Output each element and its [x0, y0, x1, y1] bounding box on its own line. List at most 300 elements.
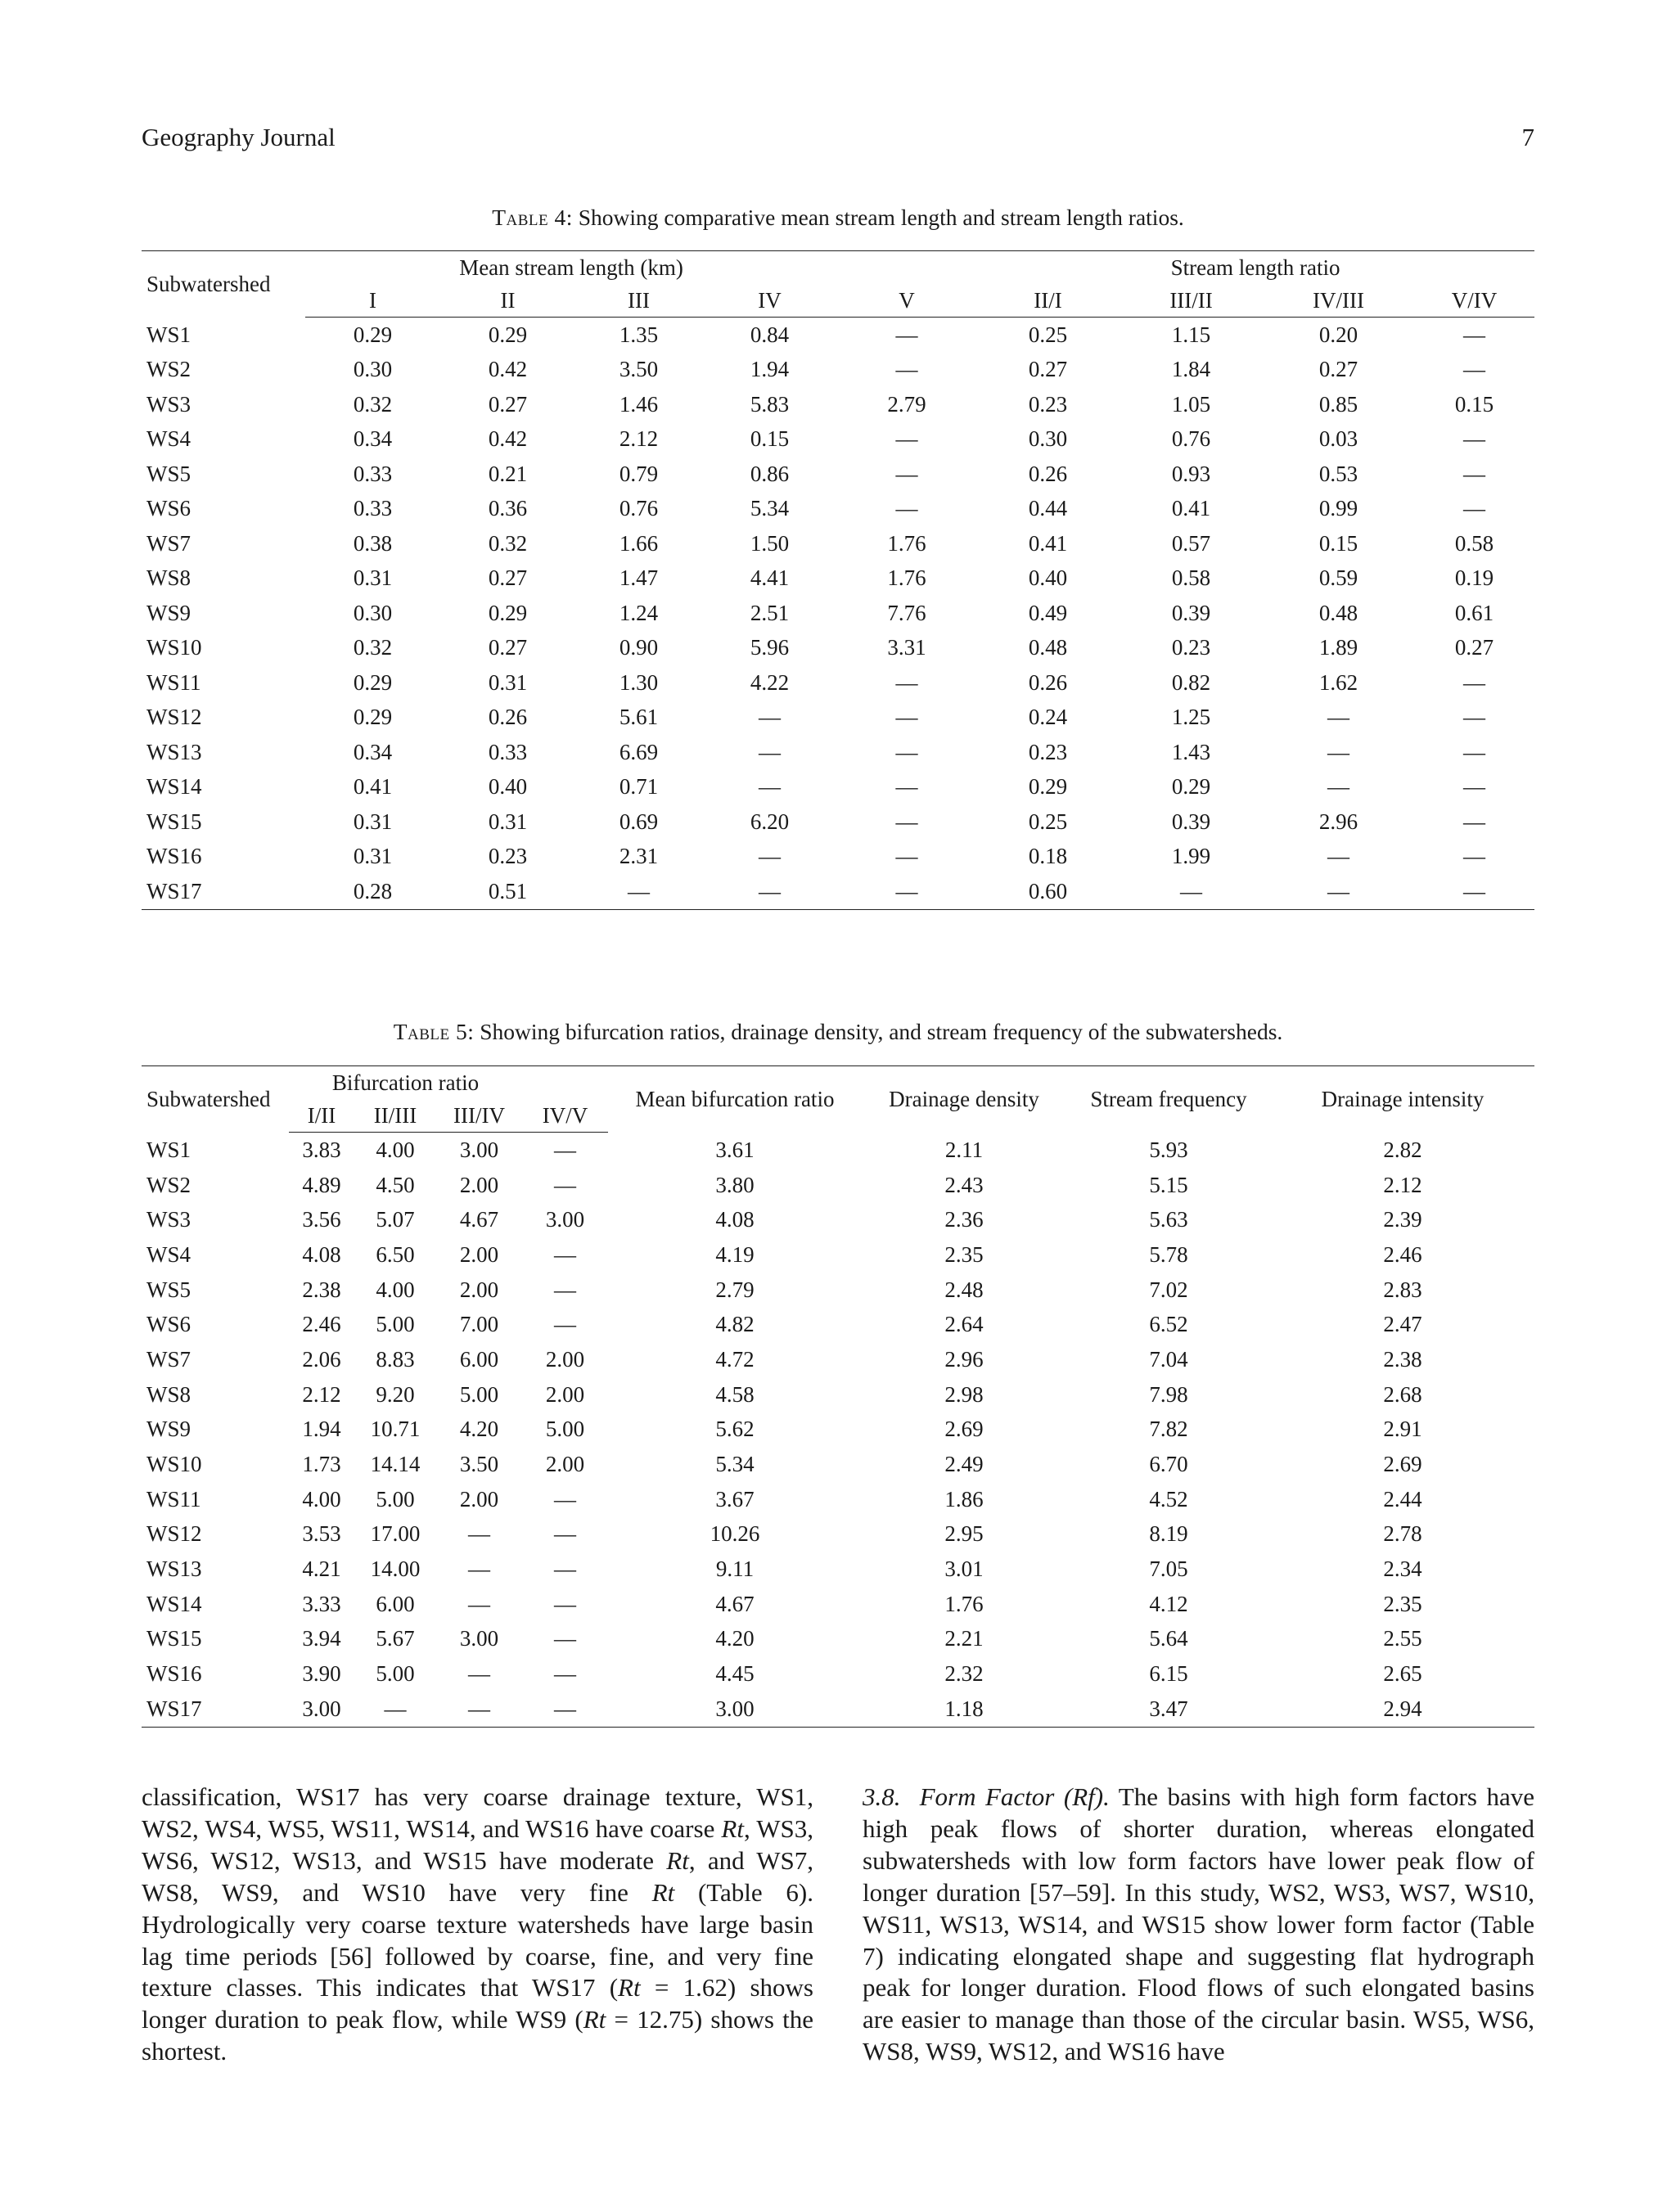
table-cell: —	[468, 1696, 490, 1721]
table-cell: —	[468, 1521, 490, 1547]
table-cell: 2.79	[887, 391, 926, 417]
table-cell: —	[895, 705, 918, 730]
table-cell: —	[1463, 705, 1486, 730]
table-cell: 0.25	[1028, 809, 1068, 834]
table5-label: Table 5:	[393, 1019, 475, 1044]
table-cell: 5.34	[750, 496, 790, 521]
table-cell: 2.65	[1383, 1661, 1422, 1687]
table-cell: 5.96	[750, 635, 790, 660]
table-cell: 3.00	[459, 1626, 499, 1651]
table-cell: 0.23	[488, 844, 528, 869]
table-cell: 2.00	[459, 1277, 499, 1302]
table-row	[142, 1412, 1534, 1448]
table-cell: 5.00	[376, 1486, 415, 1511]
table-cell: 0.27	[488, 391, 528, 417]
table-cell: 2.48	[944, 1277, 984, 1302]
table-cell: 0.99	[1318, 496, 1358, 521]
table-cell: —	[895, 322, 918, 347]
table-cell: 3.50	[619, 357, 659, 382]
table-cell: 2.96	[944, 1346, 984, 1372]
table-cell: 3.01	[944, 1557, 984, 1582]
table-cell: 4.50	[376, 1172, 415, 1197]
table-cell: 0.18	[1028, 844, 1068, 869]
symbol-rt: Rt	[651, 1877, 675, 1907]
table4-subheader: III/II	[1120, 284, 1263, 318]
table-cell: 9.11	[715, 1557, 755, 1582]
table-cell: 0.51	[488, 878, 528, 903]
table-cell: 0.27	[1454, 635, 1494, 660]
table-cell: 0.15	[750, 426, 790, 452]
table-cell: 1.50	[750, 530, 790, 556]
table-cell: 1.18	[944, 1696, 984, 1721]
table5-subheader: IV/V	[522, 1099, 608, 1133]
table-cell: 4.67	[715, 1591, 755, 1616]
table-cell: 0.39	[1171, 809, 1211, 834]
table-row	[142, 1447, 1534, 1482]
table-cell: 0.27	[1028, 357, 1068, 382]
table-cell: 0.27	[488, 635, 528, 660]
table-row	[142, 1587, 1534, 1622]
row-label: WS11	[146, 1486, 201, 1511]
table-cell: 0.21	[488, 461, 528, 486]
table-cell: 5.83	[750, 391, 790, 417]
table-row	[142, 387, 1534, 422]
table-cell: 2.95	[944, 1521, 984, 1547]
table-cell: 5.93	[1149, 1137, 1188, 1162]
table-cell: 0.19	[1454, 565, 1494, 591]
table-row	[142, 770, 1534, 805]
table-cell: 0.42	[488, 426, 528, 452]
table-cell: 4.82	[715, 1312, 755, 1337]
table-cell: 2.38	[302, 1277, 341, 1302]
table-cell: 0.58	[1454, 530, 1494, 556]
table-cell: 0.84	[750, 322, 790, 347]
paragraph-texture-classification	[142, 1782, 813, 2068]
table-cell: 0.40	[488, 774, 528, 800]
table5-header-subwatershed: Subwatershed	[146, 1086, 271, 1111]
table-cell: 0.26	[1028, 461, 1068, 486]
text-run: (Table 6). Hydrologically very coarse texture watersheds have large basin lag time periods [56] followed by coarse, fine, and very fine texture classes. This indicates that WS17 (	[142, 1877, 813, 2003]
table4-caption	[142, 203, 1534, 232]
table-cell: —	[1463, 739, 1486, 764]
table-cell: 10.26	[710, 1521, 760, 1547]
table-cell: —	[554, 1486, 576, 1511]
paragraph-form-factor	[863, 1782, 1534, 2068]
table4-subheader: III	[575, 284, 702, 318]
table-cell: 1.43	[1171, 739, 1211, 764]
table-cell: —	[895, 426, 918, 452]
table-cell: 4.22	[750, 669, 790, 695]
table-cell: 0.32	[353, 391, 393, 417]
table-cell: 0.41	[1028, 530, 1068, 556]
table-cell: 0.42	[488, 357, 528, 382]
table5-group-bifurcation: Bifurcation ratio	[331, 1070, 480, 1095]
table-cell: 0.69	[619, 809, 659, 834]
table-cell: 6.00	[376, 1591, 415, 1616]
table-cell: 4.89	[302, 1172, 341, 1197]
table-cell: 3.94	[302, 1626, 341, 1651]
table-cell: 2.68	[1383, 1381, 1422, 1407]
table-cell: 0.59	[1318, 565, 1358, 591]
table-cell: 0.33	[353, 461, 393, 486]
table-cell: 2.78	[1383, 1521, 1422, 1547]
table-row	[142, 492, 1534, 527]
table-cell: 3.00	[545, 1207, 585, 1232]
table-cell: 6.15	[1149, 1661, 1188, 1687]
table-cell: 2.44	[1383, 1486, 1422, 1511]
table4-subheader: II	[440, 284, 575, 318]
table-cell: 5.62	[715, 1417, 755, 1442]
table-cell: —	[554, 1591, 576, 1616]
table-cell: 0.41	[353, 774, 393, 800]
table5-subheader: III/IV	[436, 1099, 522, 1133]
table-cell: 1.86	[944, 1486, 984, 1511]
table5-header-drainage-intensity: Drainage intensity	[1321, 1086, 1485, 1111]
table-cell: —	[895, 496, 918, 521]
text-run: = 12.75) shows the shortest.	[142, 2005, 813, 2066]
table-cell: 0.71	[619, 774, 659, 800]
table-cell: 3.80	[715, 1172, 755, 1197]
table-cell: 17.00	[370, 1521, 421, 1547]
table-cell: 1.73	[302, 1452, 341, 1477]
table-row	[142, 840, 1534, 875]
table-cell: 0.33	[488, 739, 528, 764]
table-cell: —	[1463, 809, 1486, 834]
row-label: WS17	[146, 878, 202, 903]
table-cell: —	[1327, 878, 1350, 903]
section-title: Form Factor (Rf).	[919, 1782, 1110, 1811]
table-cell: 1.25	[1171, 705, 1211, 730]
table-cell: 1.05	[1171, 391, 1211, 417]
table-cell: 0.28	[353, 878, 393, 903]
table5-subheader: II/III	[354, 1099, 436, 1133]
table-cell: 0.31	[353, 565, 393, 591]
table4-subheader: IV/III	[1263, 284, 1414, 318]
table-cell: —	[1463, 426, 1486, 452]
table-cell: 0.31	[488, 809, 528, 834]
table-cell: 2.43	[944, 1172, 984, 1197]
table-cell: 6.69	[619, 739, 659, 764]
table-cell: —	[895, 844, 918, 869]
table-row	[142, 526, 1534, 561]
table-cell: 7.00	[459, 1312, 499, 1337]
table-cell: 3.00	[302, 1696, 341, 1721]
table-row	[142, 1692, 1534, 1727]
table-cell: 2.36	[944, 1207, 984, 1232]
table-cell: 2.38	[1383, 1346, 1422, 1372]
table-row	[142, 1377, 1534, 1412]
body-text-left-column	[142, 1782, 813, 2068]
table-cell: 7.02	[1149, 1277, 1188, 1302]
table-cell: 3.67	[715, 1486, 755, 1511]
row-label: WS8	[146, 1381, 191, 1407]
table-cell: 0.29	[353, 322, 393, 347]
table-cell: 0.30	[353, 357, 393, 382]
table-cell: 6.52	[1149, 1312, 1188, 1337]
table5	[142, 1065, 1534, 1728]
table-cell: 2.64	[944, 1312, 984, 1337]
table-cell: 4.72	[715, 1346, 755, 1372]
row-label: WS6	[146, 1312, 191, 1337]
table-cell: —	[1463, 774, 1486, 800]
table-cell: 3.00	[715, 1696, 755, 1721]
table-cell: —	[759, 844, 782, 869]
table-cell: 0.29	[488, 322, 528, 347]
row-label: WS6	[146, 496, 191, 521]
table-cell: 7.82	[1149, 1417, 1188, 1442]
table-cell: 0.29	[1171, 774, 1211, 800]
table-cell: 0.31	[353, 844, 393, 869]
text-run: , and WS7, WS8, WS9, and WS10 have very fine	[142, 1845, 813, 1907]
table-cell: 5.07	[376, 1207, 415, 1232]
table-cell: 2.55	[1383, 1626, 1422, 1651]
table-cell: 0.90	[619, 635, 659, 660]
table5-header-drainage-density: Drainage density	[889, 1086, 1039, 1111]
table-row	[142, 561, 1534, 597]
table-cell: 2.32	[944, 1661, 984, 1687]
table-cell: 3.33	[302, 1591, 341, 1616]
table-cell: 0.26	[488, 705, 528, 730]
table-cell: 0.48	[1028, 635, 1068, 660]
table-cell: 4.58	[715, 1381, 755, 1407]
table-cell: 6.50	[376, 1241, 415, 1267]
table-cell: —	[759, 705, 782, 730]
table-cell: 0.29	[488, 600, 528, 625]
table-row	[142, 1656, 1534, 1692]
table-cell: 2.49	[944, 1452, 984, 1477]
table-cell: —	[1463, 844, 1486, 869]
row-label: WS16	[146, 1661, 202, 1687]
table-cell: 2.83	[1383, 1277, 1422, 1302]
table-cell: 0.31	[488, 669, 528, 695]
table-cell: 4.08	[302, 1241, 341, 1267]
table4-label: Table 4:	[492, 205, 573, 230]
table-cell: 0.29	[353, 705, 393, 730]
table-cell: 0.20	[1318, 322, 1358, 347]
table-cell: 2.69	[1383, 1452, 1422, 1477]
table-row	[142, 457, 1534, 492]
row-label: WS8	[146, 565, 191, 591]
table4-subheader: V	[837, 284, 976, 318]
table-cell: 0.27	[1318, 357, 1358, 382]
table-cell: —	[554, 1241, 576, 1267]
table-cell: 1.76	[944, 1591, 984, 1616]
table-cell: —	[554, 1557, 576, 1582]
table-cell: 2.12	[1383, 1172, 1422, 1197]
table-row	[142, 1273, 1534, 1308]
table-cell: —	[895, 774, 918, 800]
table-cell: 0.24	[1028, 705, 1068, 730]
table-cell: 0.58	[1171, 565, 1211, 591]
table4-subheader: IV	[702, 284, 837, 318]
table-cell: 2.34	[1383, 1557, 1422, 1582]
table-cell: 6.70	[1149, 1452, 1188, 1477]
table-row	[142, 1133, 1534, 1168]
table-cell: 1.99	[1171, 844, 1211, 869]
table-cell: 2.00	[545, 1381, 585, 1407]
row-label: WS17	[146, 1696, 202, 1721]
table-cell: 0.48	[1318, 600, 1358, 625]
row-label: WS7	[146, 1346, 191, 1372]
table-cell: —	[554, 1696, 576, 1721]
table-cell: 0.31	[353, 809, 393, 834]
table-cell: 2.46	[302, 1312, 341, 1337]
table-cell: 0.85	[1318, 391, 1358, 417]
row-label: WS4	[146, 426, 191, 452]
table-cell: 1.89	[1318, 635, 1358, 660]
row-label: WS3	[146, 1207, 191, 1232]
table-cell: —	[759, 878, 782, 903]
table-cell: 5.00	[376, 1312, 415, 1337]
row-label: WS12	[146, 705, 202, 730]
table-cell: 2.12	[302, 1381, 341, 1407]
table4-subheader: I	[305, 284, 440, 318]
table-cell: 1.66	[619, 530, 659, 556]
table-cell: 0.30	[353, 600, 393, 625]
table-cell: 4.21	[302, 1557, 341, 1582]
table-cell: —	[1463, 461, 1486, 486]
table4-caption-text: Showing comparative mean stream length and stream length ratios.	[578, 205, 1184, 230]
table-cell: 1.94	[750, 357, 790, 382]
table-cell: 0.39	[1171, 600, 1211, 625]
table5-subheader: I/II	[289, 1099, 354, 1133]
table-cell: 2.06	[302, 1346, 341, 1372]
row-label: WS12	[146, 1521, 202, 1547]
table-cell: 0.29	[353, 669, 393, 695]
symbol-rt: Rt	[721, 1813, 744, 1843]
table-cell: 1.62	[1318, 669, 1358, 695]
row-label: WS13	[146, 739, 202, 764]
table-row	[142, 596, 1534, 631]
symbol-rt: Rt	[666, 1845, 689, 1875]
table-cell: 2.00	[545, 1346, 585, 1372]
table-cell: 14.14	[370, 1452, 421, 1477]
table-cell: 2.94	[1383, 1696, 1422, 1721]
text-run: = 1.62) shows longer duration to peak flow, while WS9 (	[142, 1973, 813, 2034]
table-row	[142, 874, 1534, 909]
table-cell: 4.20	[715, 1626, 755, 1651]
table-cell: 2.47	[1383, 1312, 1422, 1337]
table-cell: 5.78	[1149, 1241, 1188, 1267]
table-cell: —	[1327, 774, 1350, 800]
table-cell: —	[468, 1591, 490, 1616]
row-label: WS11	[146, 669, 201, 695]
table4-group-length-ratio: Stream length ratio	[1170, 255, 1340, 280]
table-cell: 5.61	[619, 705, 659, 730]
table-row	[142, 1482, 1534, 1517]
row-label: WS10	[146, 1452, 202, 1477]
table-cell: 2.91	[1383, 1417, 1422, 1442]
row-label: WS14	[146, 1591, 202, 1616]
table-cell: 0.03	[1318, 426, 1358, 452]
table-cell: —	[1327, 705, 1350, 730]
body-text-right-column	[863, 1782, 1534, 2068]
table-cell: 5.67	[376, 1626, 415, 1651]
table-cell: —	[468, 1557, 490, 1582]
table-cell: 7.05	[1149, 1557, 1188, 1582]
table-cell: 1.35	[619, 322, 659, 347]
table-cell: 2.46	[1383, 1241, 1422, 1267]
table-row	[142, 318, 1534, 353]
table-cell: 0.23	[1171, 635, 1211, 660]
table-cell: 3.53	[302, 1521, 341, 1547]
table-cell: —	[1463, 669, 1486, 695]
table-cell: 0.57	[1171, 530, 1211, 556]
table-cell: 2.39	[1383, 1207, 1422, 1232]
row-label: WS15	[146, 809, 202, 834]
table-cell: —	[1180, 878, 1203, 903]
table-cell: —	[895, 669, 918, 695]
table-cell: 3.83	[302, 1137, 341, 1162]
text-run: classification, WS17 has very coarse drainage texture, WS1, WS2, WS4, WS5, WS11, WS14, and WS16 have coarse	[142, 1782, 813, 1843]
table-cell: 1.84	[1171, 357, 1211, 382]
table-cell: —	[895, 878, 918, 903]
table-row	[142, 701, 1534, 736]
table-cell: —	[1463, 357, 1486, 382]
row-label: WS1	[146, 1137, 191, 1162]
table-row	[142, 1552, 1534, 1587]
table-cell: 3.90	[302, 1661, 341, 1687]
table4	[142, 250, 1534, 910]
table4-subheader: V/IV	[1414, 284, 1534, 318]
table-cell: 2.11	[944, 1137, 984, 1162]
table-cell: 2.00	[459, 1241, 499, 1267]
table-cell: —	[759, 774, 782, 800]
table-cell: 2.35	[1383, 1591, 1422, 1616]
section-text: The basins with high form factors have high peak flows of shorter duration, whereas elongated subwatersheds with low form factors have lower peak flow of longer duration [57–59]. In this study, WS2, WS3, WS7, WS10, WS11, WS13, WS14, and WS15 show lower form factor (Table 7) indicating elongated shape and suggesting flat hydrograph peak for longer duration. Flood flows of such elongated basins are easier to manage than those of the circular basin. WS5, WS6, WS8, WS9, WS12, and WS16 have	[863, 1782, 1534, 2066]
table-row	[142, 1517, 1534, 1552]
table-cell: 5.15	[1149, 1172, 1188, 1197]
table-cell: 1.15	[1171, 322, 1211, 347]
table-cell: —	[1463, 496, 1486, 521]
table-cell: 0.41	[1171, 496, 1211, 521]
table-cell: 3.56	[302, 1207, 341, 1232]
table-cell: —	[895, 809, 918, 834]
table4-group-mean-length: Mean stream length (km)	[459, 255, 683, 280]
row-label: WS2	[146, 1172, 191, 1197]
table-cell: —	[468, 1661, 490, 1687]
row-label: WS5	[146, 1277, 191, 1302]
row-label: WS16	[146, 844, 202, 869]
table-cell: 0.38	[353, 530, 393, 556]
table-row	[142, 1342, 1534, 1377]
table-cell: —	[554, 1626, 576, 1651]
table-cell: 7.76	[887, 600, 926, 625]
table-cell: 0.26	[1028, 669, 1068, 695]
row-label: WS9	[146, 1417, 191, 1442]
symbol-rt: Rt	[618, 1973, 641, 2003]
table-cell: 0.32	[353, 635, 393, 660]
table-cell: 5.00	[545, 1417, 585, 1442]
table-cell: 1.76	[887, 565, 926, 591]
table-row	[142, 353, 1534, 388]
table-cell: 2.96	[1318, 809, 1358, 834]
row-label: WS9	[146, 600, 191, 625]
table-row	[142, 735, 1534, 770]
row-label: WS15	[146, 1626, 202, 1651]
table-cell: —	[384, 1696, 407, 1721]
table-cell: 7.04	[1149, 1346, 1188, 1372]
table-cell: 1.30	[619, 669, 659, 695]
table-cell: 2.31	[619, 844, 659, 869]
table-cell: 2.00	[459, 1172, 499, 1197]
table-cell: 2.69	[944, 1417, 984, 1442]
table-cell: 2.00	[545, 1452, 585, 1477]
table-cell: 5.64	[1149, 1626, 1188, 1651]
journal-title: Geography Journal	[142, 123, 336, 151]
table-cell: —	[554, 1661, 576, 1687]
table-cell: 4.45	[715, 1661, 755, 1687]
